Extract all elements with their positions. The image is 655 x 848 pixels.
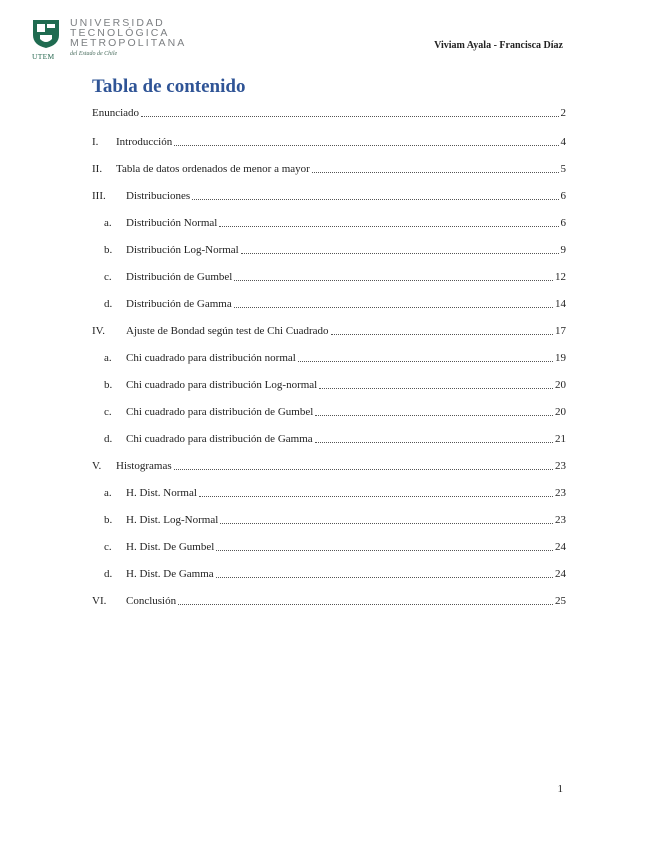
toc-entry[interactable] [92, 187, 566, 203]
logo-name [70, 18, 186, 48]
toc-entry-page: 25 [555, 595, 566, 607]
toc-entry-page: 24 [555, 568, 566, 580]
toc-entry-label: Enunciado [92, 107, 140, 119]
toc-dot-leader [234, 279, 553, 281]
toc-entry-number: c. [104, 541, 112, 553]
toc-entry-page: 4 [560, 136, 566, 148]
page-number: 1 [557, 783, 563, 795]
toc-entry[interactable] [92, 565, 566, 581]
toc-entry[interactable] [92, 295, 566, 311]
toc-entry-page: 2 [560, 107, 566, 119]
toc-entry-number: V. [92, 460, 102, 472]
toc-entry-label: Chi cuadrado para distribución normal [126, 352, 296, 364]
toc-entry-page: 17 [555, 325, 566, 337]
toc-entry[interactable] [92, 322, 566, 338]
toc-entry[interactable] [92, 160, 566, 176]
toc-entry[interactable] [92, 484, 566, 500]
toc-title: Tabla de contenido [92, 76, 246, 97]
toc-dot-leader [178, 603, 553, 605]
toc-entry-page: 6 [560, 190, 566, 202]
toc-entry-number: I. [92, 136, 99, 148]
toc-entry[interactable] [92, 241, 566, 257]
toc-entry-number: c. [104, 406, 112, 418]
toc-dot-leader [312, 171, 559, 173]
toc-entry-number: a. [104, 217, 112, 229]
toc-dot-leader [234, 306, 553, 308]
toc-entry[interactable] [92, 538, 566, 554]
toc-entry-label: Ajuste de Bondad según test de Chi Cuadrado [126, 325, 329, 337]
toc-dot-leader [174, 144, 558, 146]
toc-entry-number: c. [104, 271, 112, 283]
toc-entry-page: 12 [555, 271, 566, 283]
toc-entry-page: 23 [555, 487, 566, 499]
toc-entry-label: H. Dist. De Gamma [126, 568, 214, 580]
logo-line-1: UNIVERSIDAD [70, 17, 165, 29]
toc-entry-label: Distribución de Gamma [126, 298, 232, 310]
toc-entry-label: Chi cuadrado para distribución de Gumbel [126, 406, 314, 418]
toc-dot-leader [219, 225, 558, 227]
toc-entry-number: d. [104, 298, 113, 310]
logo-short-name: UTEM [32, 52, 55, 61]
toc-entry-number: b. [104, 244, 113, 256]
toc-entry-label: Tabla de datos ordenados de menor a mayor [116, 163, 310, 175]
toc-entry-label: Chi cuadrado para distribución de Gamma [126, 433, 313, 445]
toc-entry-page: 24 [555, 541, 566, 553]
toc-entry[interactable] [92, 430, 566, 446]
toc-dot-leader [315, 414, 553, 416]
toc-entry[interactable] [92, 133, 566, 149]
toc-entry[interactable] [92, 457, 566, 473]
logo-line-3: METROPOLITANA [70, 37, 187, 49]
university-logo [32, 16, 192, 62]
toc-entry-number: d. [104, 568, 113, 580]
toc-entry-label: Histogramas [116, 460, 172, 472]
toc-entry-label: H. Dist. De Gumbel [126, 541, 215, 553]
toc-dot-leader [174, 468, 553, 470]
toc-entry[interactable] [92, 104, 566, 120]
toc-dot-leader [141, 115, 558, 117]
toc-dot-leader [192, 198, 558, 200]
toc-entry-page: 9 [560, 244, 566, 256]
toc-entry-label: Conclusión [126, 595, 177, 607]
toc-dot-leader [319, 387, 553, 389]
toc-entry-number: b. [104, 379, 113, 391]
toc-dot-leader [241, 252, 559, 254]
toc-entry-page: 6 [560, 217, 566, 229]
toc-entry[interactable] [92, 376, 566, 392]
toc-entry-page: 23 [555, 460, 566, 472]
header-authors: Viviam Ayala - Francisca Díaz [434, 40, 563, 51]
toc-entry-page: 19 [555, 352, 566, 364]
toc-entry-number: b. [104, 514, 113, 526]
toc-entry-number: a. [104, 352, 112, 364]
toc-entry-label: Distribuciones [126, 190, 191, 202]
toc-dot-leader [199, 495, 553, 497]
toc-entry-label: H. Dist. Log-Normal [126, 514, 219, 526]
shield-icon [32, 19, 60, 49]
toc-entry-number: a. [104, 487, 112, 499]
logo-line-2: TECNOLÓGICA [70, 27, 170, 39]
toc-entry-number: d. [104, 433, 113, 445]
toc-dot-leader [315, 441, 553, 443]
toc-entry-label: Chi cuadrado para distribución Log-normal [126, 379, 318, 391]
toc-dot-leader [216, 576, 553, 578]
toc-entry[interactable] [92, 592, 566, 608]
toc-entry-number: II. [92, 163, 103, 175]
toc-dot-leader [331, 333, 553, 335]
toc-entry-page: 5 [560, 163, 566, 175]
toc-entry-label: H. Dist. Normal [126, 487, 197, 499]
toc-entry-page: 20 [555, 406, 566, 418]
toc-dot-leader [298, 360, 553, 362]
toc-entry-page: 23 [555, 514, 566, 526]
toc-entry-page: 14 [555, 298, 566, 310]
toc-entry[interactable] [92, 349, 566, 365]
toc-dot-leader [216, 549, 553, 551]
toc-entry-label: Distribución de Gumbel [126, 271, 233, 283]
toc-entry-label: Distribución Normal [126, 217, 218, 229]
toc-entry-label: Distribución Log-Normal [126, 244, 239, 256]
toc-entry[interactable] [92, 268, 566, 284]
toc-entry-number: III. [92, 190, 106, 202]
toc-dot-leader [220, 522, 553, 524]
toc-entry[interactable] [92, 403, 566, 419]
toc-entry-page: 20 [555, 379, 566, 391]
logo-subtitle: del Estado de Chile [70, 51, 118, 57]
toc-entry-page: 21 [555, 433, 566, 445]
toc-entry-number: IV. [92, 325, 105, 337]
toc-entry[interactable] [92, 214, 566, 230]
toc-entry[interactable] [92, 511, 566, 527]
toc-entry-label: Introducción [116, 136, 173, 148]
toc-entry-number: VI. [92, 595, 107, 607]
